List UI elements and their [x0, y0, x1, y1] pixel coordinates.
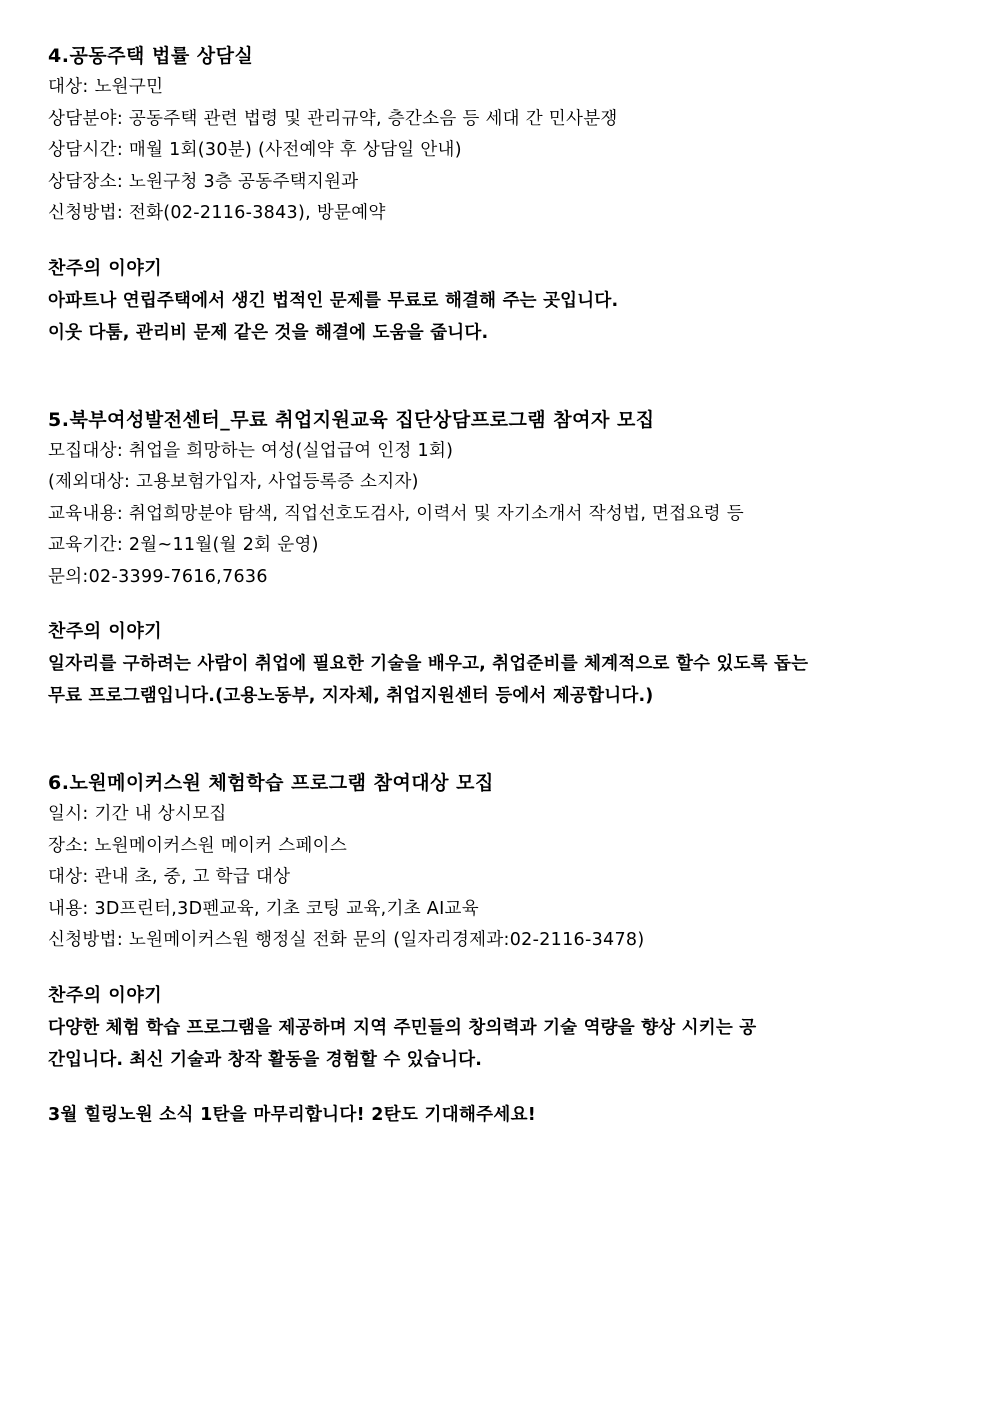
story-line: 아파트나 연립주택에서 생긴 법적인 문제를 무료로 해결해 주는 곳입니다.	[48, 290, 619, 311]
info-line: 내용: 3D프린터,3D펜교육, 기초 코팅 교육,기초 AI교육	[48, 898, 479, 919]
section-title: 5.북부여성발전센터_무료 취업지원교육 집단상담프로그램 참여자 모집	[48, 408, 655, 431]
story-line: 무료 프로그램입니다.(고용노동부, 지자체, 취업지원센터 등에서 제공합니다.)	[48, 686, 654, 706]
spacer	[48, 230, 958, 253]
story-title: 찬주의 이야기	[48, 621, 163, 642]
info-line: 교육기간: 2월~11월(월 2회 운영)	[48, 535, 319, 555]
info-line: 모집대상: 취업을 희망하는 여성(실업급여 인정 1회)	[48, 440, 454, 461]
info-line: 대상: 관내 초, 중, 고 학급 대상	[48, 867, 291, 887]
story-title: 찬주의 이야기	[48, 257, 163, 279]
section-title: 6.노원메이커스원 체험학습 프로그램 참여대상 모집	[48, 772, 494, 794]
section-employment-program	[48, 404, 958, 713]
story-line: 다양한 체험 학습 프로그램을 제공하며 지역 주민들의 창의력과 기술 역량을 향상 시키는 공	[48, 1017, 757, 1038]
document-page	[48, 40, 958, 1131]
story-line: 일자리를 구하려는 사람이 취업에 필요한 기술을 배우고, 취업준비를 체계적으로 할수 있도록 돕는	[48, 654, 809, 674]
closing-message: 3월 힐링노원 소식 1탄을 마무리합니다! 2탄도 기대해주세요!	[48, 1104, 537, 1125]
spacer	[48, 593, 958, 616]
info-line: 신청방법: 노원메이커스원 행정실 전화 문의 (일자리경제과:02-2116-3478)	[48, 930, 645, 950]
section-title: 4.공동주택 법률 상담실	[48, 45, 254, 67]
info-line: 상담장소: 노원구청 3층 공동주택지원과	[48, 171, 359, 192]
info-line: (제외대상: 고용보험가입자, 사업등록증 소지자)	[48, 472, 419, 492]
info-line: 상담시간: 매월 1회(30분) (사전예약 후 상담일 안내)	[48, 140, 462, 160]
story-line: 이웃 다툼, 관리비 문제 같은 것을 해결에 도움을 줍니다.	[48, 322, 489, 343]
info-line: 일시: 기간 내 상시모집	[48, 804, 227, 824]
story-title: 찬주의 이야기	[48, 984, 163, 1006]
section-legal-consultation	[48, 40, 958, 349]
spacer	[48, 712, 958, 767]
info-line: 신청방법: 전화(02-2116-3843), 방문예약	[48, 203, 386, 223]
story-line: 간입니다. 최신 기술과 창작 활동을 경험할 수 있습니다.	[48, 1049, 483, 1070]
spacer	[48, 349, 958, 404]
info-line: 문의:02-3399-7616,7636	[48, 566, 268, 587]
info-line: 상담분야: 공동주택 관련 법령 및 관리규약, 층간소음 등 세대 간 민사분쟁	[48, 108, 618, 129]
spacer	[48, 1076, 958, 1099]
section-maker-program	[48, 767, 958, 1076]
info-line: 대상: 노원구민	[48, 77, 164, 97]
info-line: 교육내용: 취업희망분야 탐색, 직업선호도검사, 이력서 및 자기소개서 작성법, 면접요령 등	[48, 503, 744, 524]
info-line: 장소: 노원메이커스원 메이커 스페이스	[48, 835, 348, 856]
spacer	[48, 957, 958, 980]
